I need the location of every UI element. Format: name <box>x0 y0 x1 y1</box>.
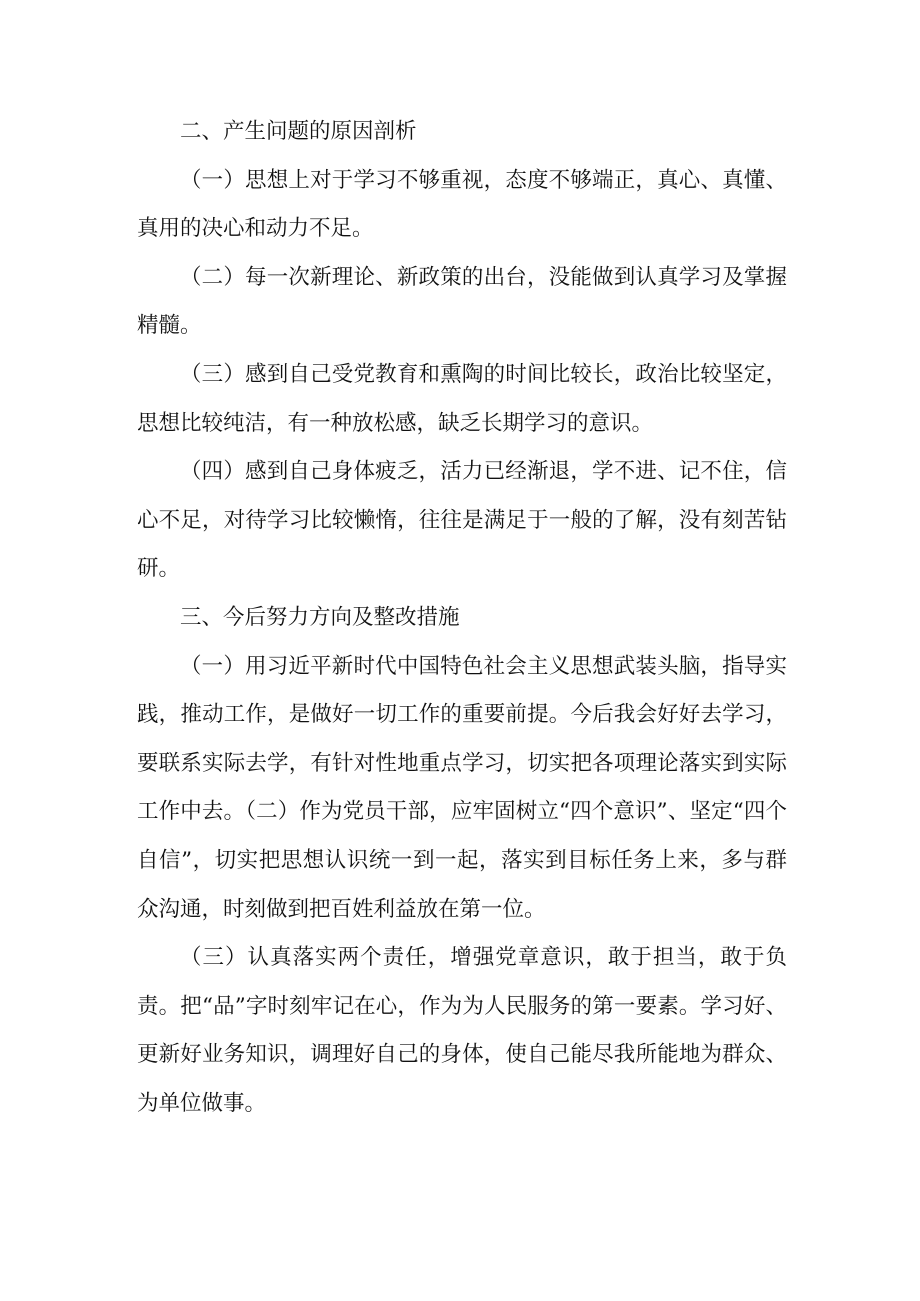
section-heading-measures: 三、今后努力方向及整改措施 <box>180 604 460 630</box>
paragraph-measure-3: （三）认真落实两个责任，增强党章意识，敢于担当，敢于负责。把“品”字时刻牢记在心，作为为人民服务的第一要素。学习好、更新好业务知识，调理好自己的身体，使自己能尽我所能地为群众、为单位做事。 <box>137 945 787 1116</box>
paragraph-cause-1: （一）思想上对于学习不够重视，态度不够端正，真心、真懂、真用的决心和动力不足。 <box>137 167 787 242</box>
section-heading-causes: 二、产生问题的原因剖析 <box>180 119 417 144</box>
paragraph-cause-2: （二）每一次新理论、新政策的出台，没能做到认真学习及掌握精髓。 <box>137 264 787 339</box>
paragraph-cause-4: （四）感到自己身体疲乏，活力已经渐退，学不进、记不住，信心不足，对待学习比较懒惰，往往是满足于一般的了解，没有刻苦钻研。 <box>137 459 787 582</box>
paragraph-cause-3: （三）感到自己受党教育和熏陶的时间比较长，政治比较坚定，思想比较纯洁，有一种放松感，缺乏长期学习的意识。 <box>137 361 787 436</box>
paragraph-measure-1-2: （一）用习近平新时代中国特色社会主义思想武装头脑，指导实践，推动工作，是做好一切工作的重要前提。今后我会好好去学习，要联系实际去学，有针对性地重点学习，切实把各项理论落实到实际工作中去。（二）作为党员干部，应牢固树立“四个意识”、坚定“四个自信”，切实把思想认识统一到一起，落实到目标任务上来，多与群众沟通，时刻做到把百姓利益放在第一位。 <box>137 653 787 922</box>
document-body <box>137 108 787 1128</box>
